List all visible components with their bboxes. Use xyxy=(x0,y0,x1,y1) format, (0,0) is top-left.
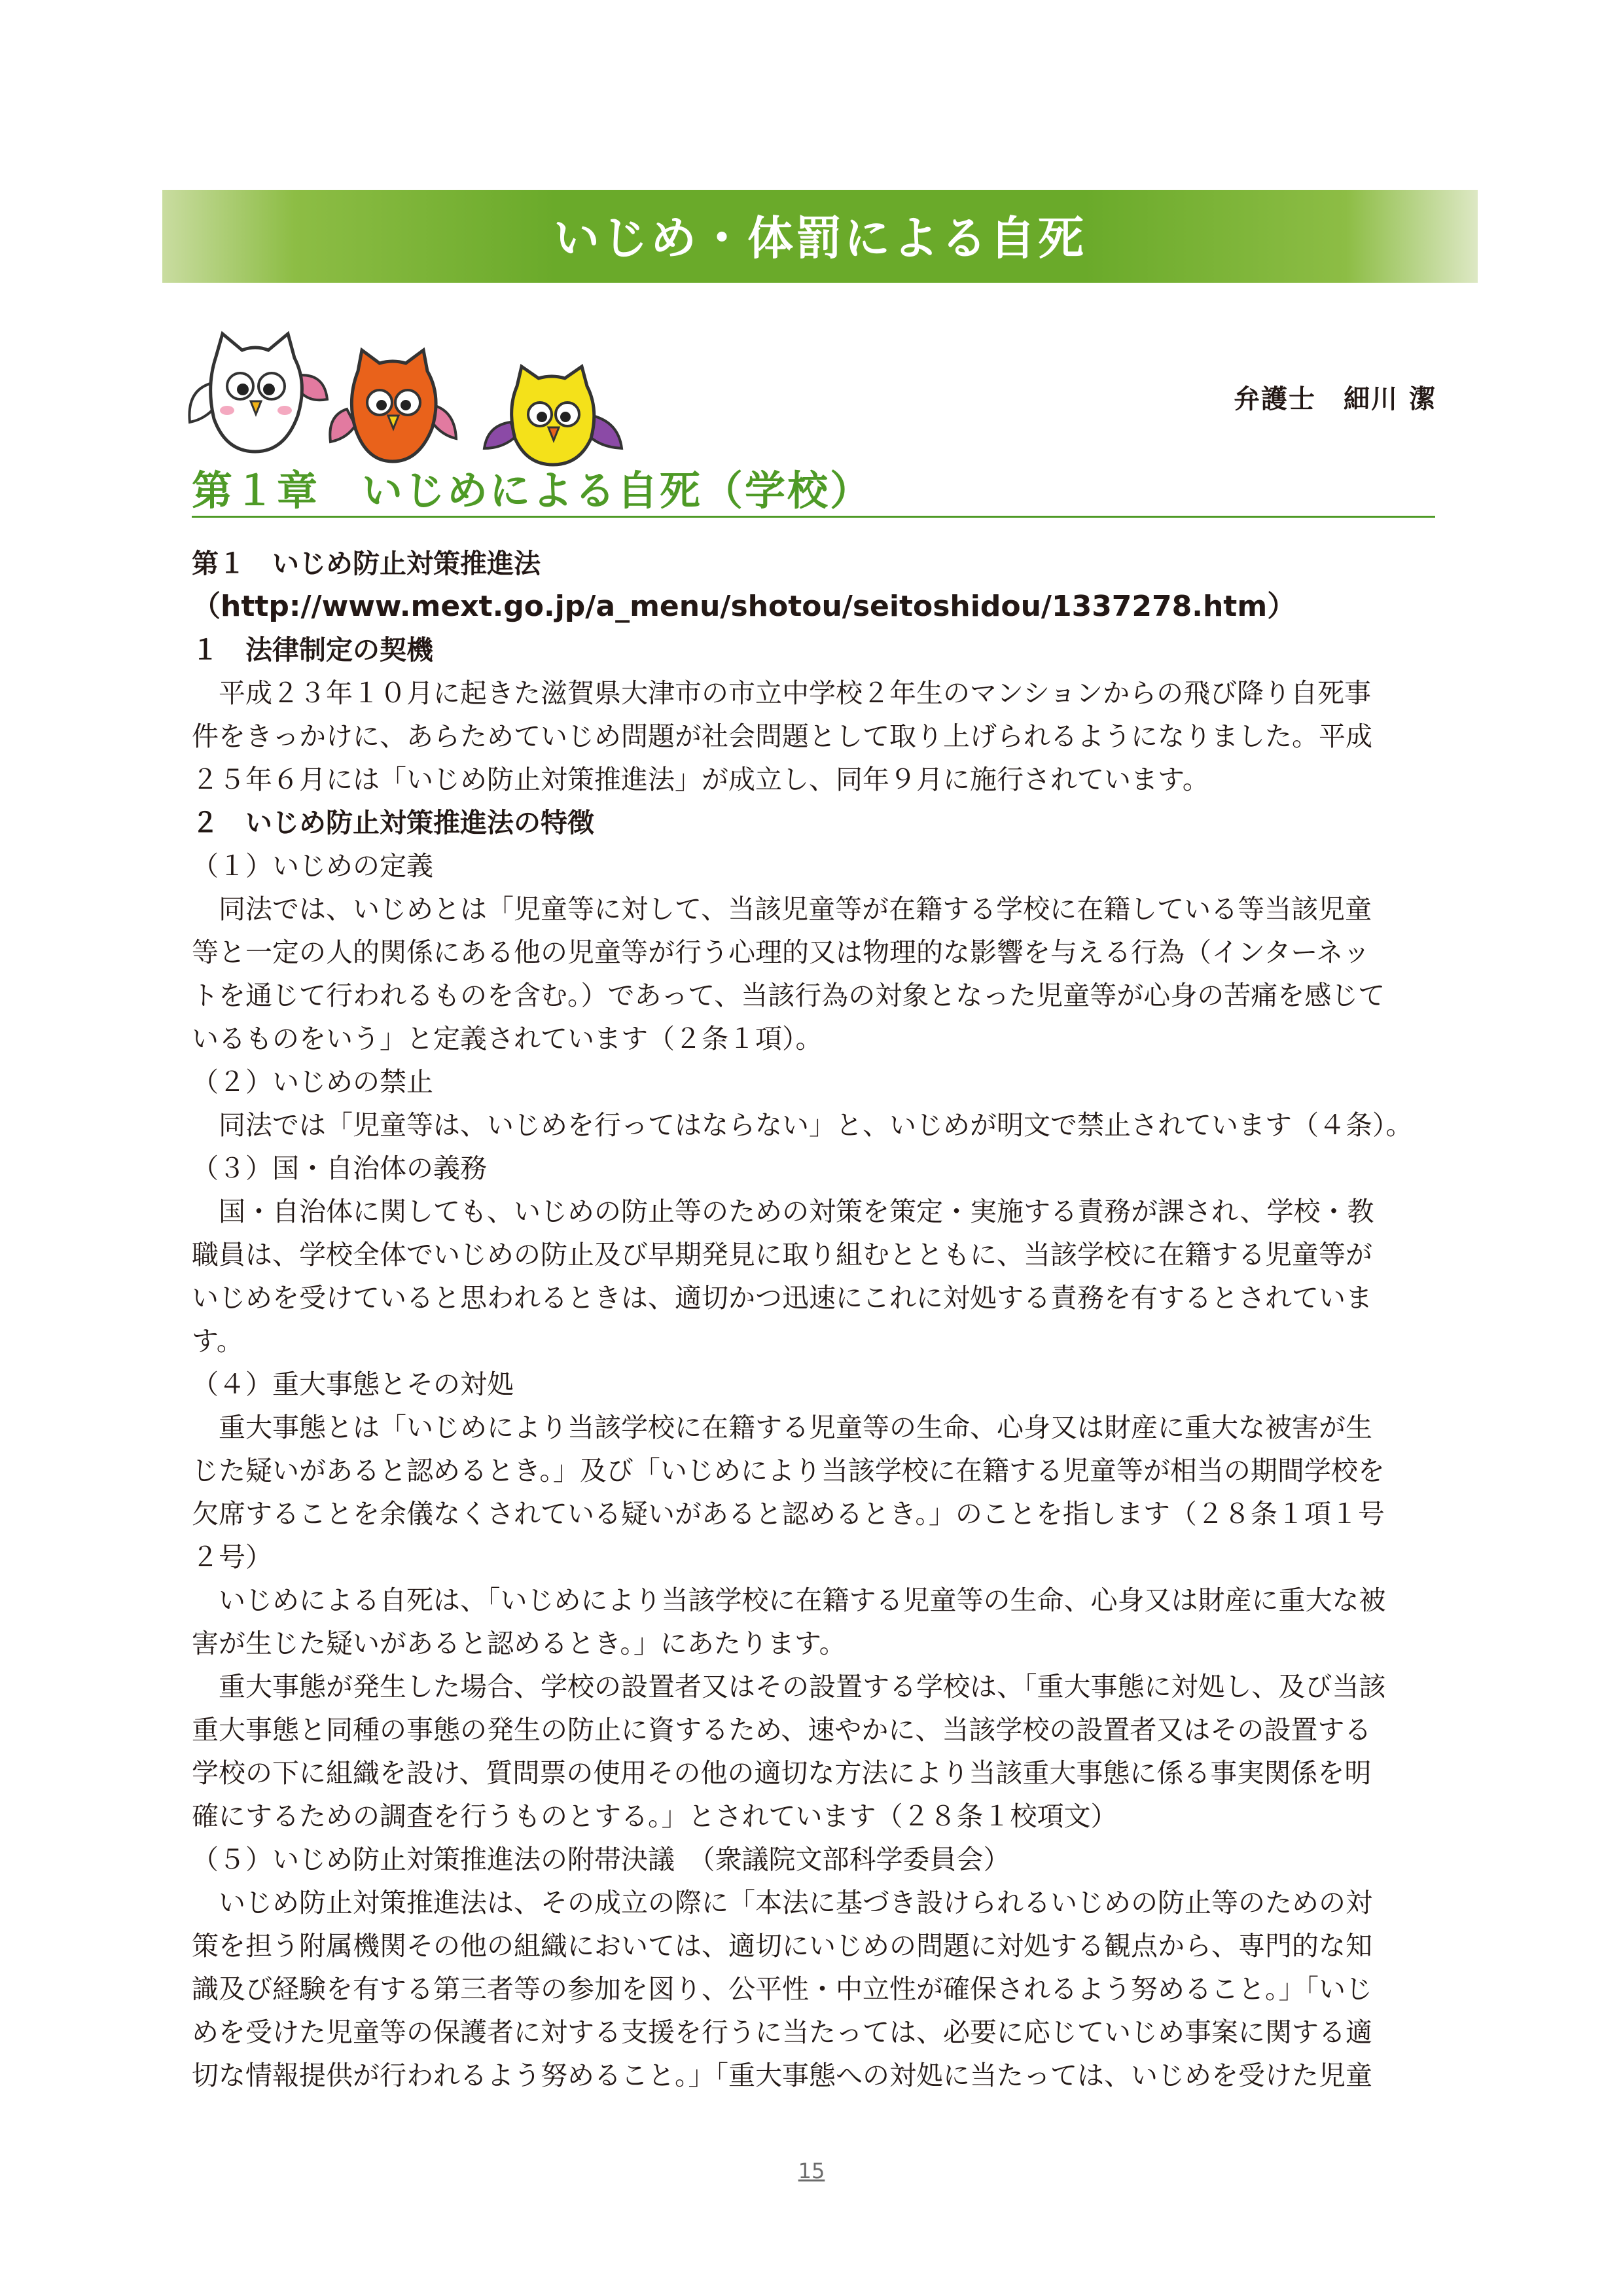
text-line: 重大事態とは「いじめにより当該学校に在籍する児童等の生命、心身又は財産に重大な被害が生 xyxy=(219,1412,1372,1443)
text-line: （２）いじめの禁止 xyxy=(192,1066,433,1098)
yellow-owl-icon xyxy=(484,367,622,465)
text-line: （４）重大事態とその対処 xyxy=(192,1369,514,1400)
white-owl-icon xyxy=(189,334,327,452)
text-line: ２号） xyxy=(192,1541,272,1573)
text-line: じた疑いがあると認めるとき。」及び「いじめにより当該学校に在籍する児童等が相当の期間学校を xyxy=(192,1455,1385,1486)
text-line: めを受けた児童等の保護者に対する支援を行うに当たっては、必要に応じていじめ事案に関する適 xyxy=(192,2017,1372,2048)
text-line: いじめを受けていると思われるときは、適切かつ迅速にこれに対処する責務を有するとされていま xyxy=(192,1282,1372,1314)
text-line: いるものをいう」と定義されています（２条１項）。 xyxy=(192,1023,823,1054)
title-banner xyxy=(162,190,1478,283)
body-text xyxy=(192,542,1435,2139)
text-line: （５）いじめ防止対策推進法の附帯決議 （衆議院文部科学委員会） xyxy=(192,1844,1010,1875)
chapter-underline xyxy=(192,516,1435,518)
text-line: 平成２３年１０月に起きた滋賀県大津市の市立中学校２年生のマンションからの飛び降り自死事 xyxy=(219,677,1372,709)
text-line: 切な情報提供が行われるよう努めること。」「重大事態への対処に当たっては、いじめを受けた児童 xyxy=(192,2060,1372,2091)
text-line: 識及び経験を有する第三者等の参加を図り、公平性・中立性が確保されるよう努めること。」「いじ xyxy=(192,1973,1372,2005)
text-line: す。 xyxy=(192,1325,243,1357)
chapter-heading: 第１章 いじめによる自死（学校） xyxy=(192,467,873,514)
text-line: 等と一定の人的関係にある他の児童等が行う心理的又は物理的な影響を与える行為（インターネッ xyxy=(192,937,1370,968)
text-line: トを通じて行われるものを含む。）であって、当該行為の対象となった児童等が心身の苦痛を感じて xyxy=(192,980,1385,1011)
text-line: 件をきっかけに、あらためていじめ問題が社会問題として取り上げられるようになりました。平成 xyxy=(192,721,1372,752)
text-line: 国・自治体に関しても、いじめの防止等のための対策を策定・実施する責務が課され、学校・教 xyxy=(219,1196,1374,1227)
section-heading: ２ いじめ防止対策推進法の特徴 xyxy=(192,807,594,838)
text-line: 害が生じた疑いがあると認めるとき。」にあたります。 xyxy=(192,1628,846,1659)
text-line: 重大事態が発生した場合、学校の設置者又はその設置する学校は、「重大事態に対処し、及び当該 xyxy=(219,1671,1386,1702)
text-line: 同法では「児童等は、いじめを行ってはならない」と、いじめが明文で禁止されています（４条）。 xyxy=(219,1109,1413,1141)
orange-owl-icon xyxy=(330,350,456,461)
text-line: いじめによる自死は、「いじめにより当該学校に在籍する児童等の生命、心身又は財産に重大な被 xyxy=(219,1585,1386,1616)
text-line: 重大事態と同種の事態の発生の防止に資するため、速やかに、当該学校の設置者又はその設置する xyxy=(192,1714,1372,1746)
text-line: 職員は、学校全体でいじめの防止及び早期発見に取り組むとともに、当該学校に在籍する児童等が xyxy=(192,1239,1372,1270)
page-title: いじめ・体罰による自死 xyxy=(554,211,1086,265)
text-line: （３）国・自治体の義務 xyxy=(192,1153,487,1184)
text-line: ２５年６月には「いじめ防止対策推進法」が成立し、同年９月に施行されています。 xyxy=(192,764,1209,795)
owl-mascots-illustration xyxy=(187,331,638,468)
text-line: 同法では、いじめとは「児童等に対して、当該児童等が在籍する学校に在籍している等当該児童 xyxy=(219,893,1372,925)
text-line: （http://www.mext.go.jp/a_menu/shotou/seitoshidou/1337278.htm） xyxy=(192,590,1296,623)
text-line: いじめ防止対策推進法は、その成立の際に「本法に基づき設けられるいじめの防止等のための対 xyxy=(219,1887,1372,1918)
text-line: 欠席することを余儀なくされている疑いがあると認めるとき。」のことを指します（２８条１項１号 xyxy=(192,1498,1385,1530)
text-line: 策を担う附属機関その他の組織においては、適切にいじめの問題に対処する観点から、専門的な知 xyxy=(192,1930,1372,1962)
page-number: 15 xyxy=(798,2159,825,2183)
author-name: 弁護士 細川 潔 xyxy=(1234,384,1436,414)
text-line: （１）いじめの定義 xyxy=(192,850,433,882)
text-line: 確にするための調査を行うものとする。」とされています（２８条１校項文） xyxy=(192,1801,1118,1832)
text-line: 学校の下に組織を設け、質問票の使用その他の適切な方法により当該重大事態に係る事実関係を明 xyxy=(192,1757,1372,1789)
section-heading: １ 法律制定の契機 xyxy=(192,634,433,666)
section-heading: 第１ いじめ防止対策推進法 xyxy=(192,548,541,579)
